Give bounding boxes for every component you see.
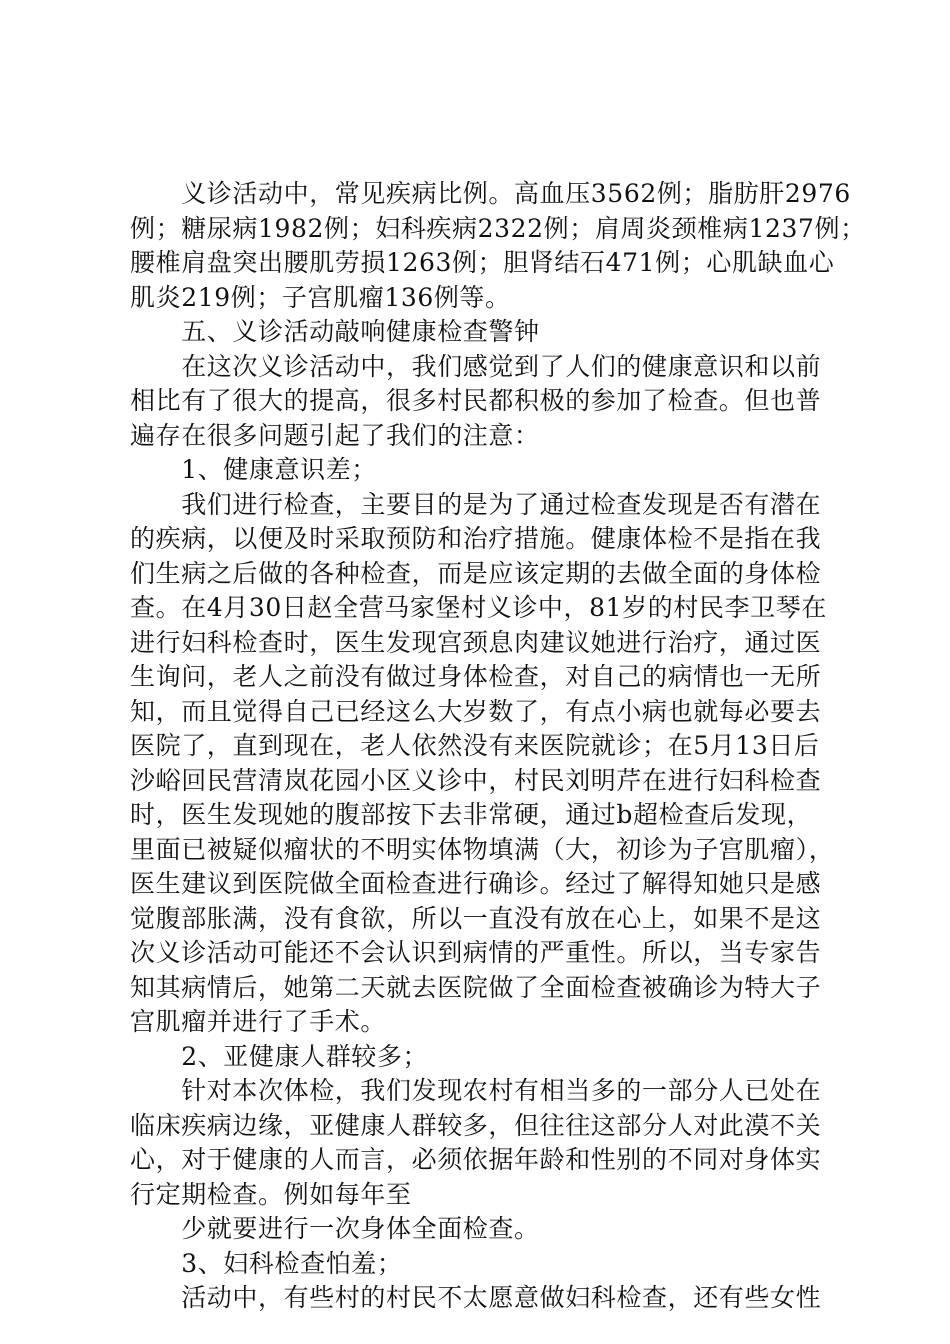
body-text-line: 里面已被疑似瘤状的不明实体物填满（大，初诊为子宫肌瘤）， (130, 835, 835, 864)
body-text-line: 我们进行检查，主要目的是为了通过检查发现是否有潜在 (130, 490, 822, 519)
body-text-line: 医生建议到医院做全面检查进行确诊。经过了解得知她只是感 (130, 869, 822, 898)
section-heading: 五、义诊活动敲响健康检查警钟 (130, 317, 540, 346)
body-text-line: 临床疾病边缘，亚健康人群较多，但往往这部分人对此漠不关 (130, 1111, 822, 1140)
body-text-line: 腰椎肩盘突出腰肌劳损1263例；胆肾结石471例；心肌缺血心 (130, 248, 835, 277)
body-text-line: 查。在4月30日赵全营马家堡村义诊中，81岁的村民李卫琴在 (130, 593, 827, 622)
body-text-line: 活动中，有些村的村民不太愿意做妇科检查，还有些女性 (130, 1283, 822, 1312)
body-text-line: 的疾病，以便及时采取预防和治疗措施。健康体检不是指在我 (130, 524, 822, 553)
body-text-line: 相比有了很大的提高，很多村民都积极的参加了检查。但也普 (130, 386, 822, 415)
body-text-line: 行定期检查。例如每年至 (130, 1180, 412, 1209)
body-text-line: 例；糖尿病1982例；妇科疾病2322例；肩周炎颈椎病1237例； (130, 214, 866, 243)
body-text-line: 时，医生发现她的腹部按下去非常硬，通过b超检查后发现， (130, 800, 813, 829)
body-text-line: 医院了，直到现在，老人依然没有来医院就诊；在5月13日后 (130, 731, 820, 760)
body-text-line: 知其病情后，她第二天就去医院做了全面检查被确诊为特大子 (130, 973, 822, 1002)
subheading: 1、健康意识差； (130, 455, 377, 484)
subheading: 3、妇科检查怕羞； (130, 1249, 403, 1278)
body-text-line: 在这次义诊活动中，我们感觉到了人们的健康意识和以前 (130, 352, 822, 381)
body-text-line: 心，对于健康的人而言，必须依据年龄和性别的不同对身体实 (130, 1145, 822, 1174)
subheading: 2、亚健康人群较多； (130, 1042, 429, 1071)
body-text-line: 生询问，老人之前没有做过身体检查，对自己的病情也一无所 (130, 662, 822, 691)
body-text-line: 们生病之后做的各种检查，而是应该定期的去做全面的身体检 (130, 559, 822, 588)
body-text-line: 沙峪回民营清岚花园小区义诊中，村民刘明芹在进行妇科检查 (130, 766, 822, 795)
body-text-line: 进行妇科检查时，医生发现宫颈息肉建议她进行治疗，通过医 (130, 628, 822, 657)
body-text-line: 针对本次体检，我们发现农村有相当多的一部分人已处在 (130, 1076, 822, 1105)
body-text-line: 遍存在很多问题引起了我们的注意： (130, 421, 540, 450)
body-text-line: 知，而且觉得自己已经这么大岁数了，有点小病也就每必要去 (130, 697, 822, 726)
body-text-line: 少就要进行一次身体全面检查。 (130, 1214, 540, 1243)
body-text-line: 宫肌瘤并进行了手术。 (130, 1007, 387, 1036)
body-text-line: 肌炎219例；子宫肌瘤136例等。 (130, 283, 511, 312)
body-text-line: 义诊活动中，常见疾病比例。高血压3562例；脂肪肝2976 (130, 179, 851, 208)
body-text-line: 觉腹部胀满，没有食欲，所以一直没有放在心上，如果不是这 (130, 904, 822, 933)
body-text-line: 次义诊活动可能还不会认识到病情的严重性。所以，当专家告 (130, 938, 822, 967)
